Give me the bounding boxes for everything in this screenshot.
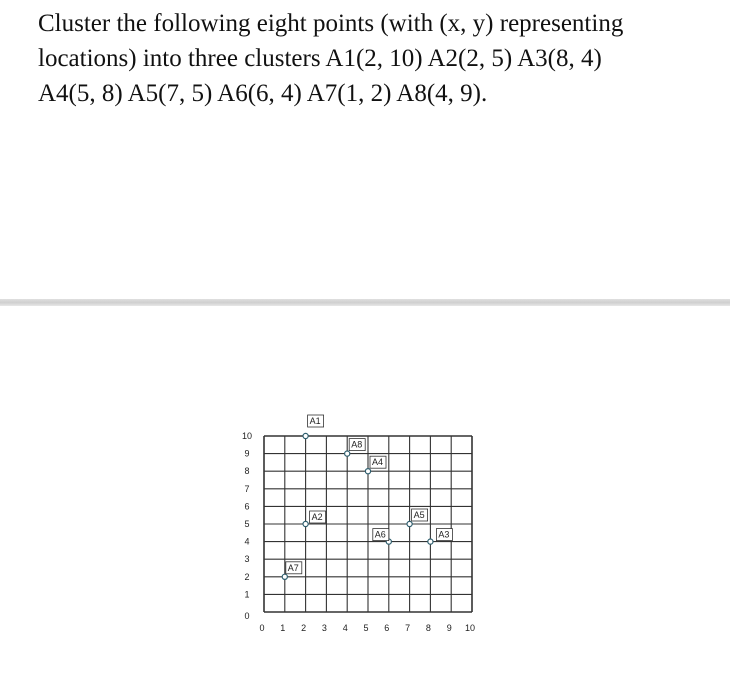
x-tick-label: 5 — [363, 623, 369, 633]
x-tick-label: 1 — [280, 623, 286, 633]
data-point-a7 — [282, 574, 287, 579]
point-label-a5: A5 — [413, 510, 425, 520]
x-tick-label: 8 — [425, 623, 431, 633]
point-label-a8: A8 — [351, 439, 363, 450]
point-label-a1: A1 — [309, 416, 321, 426]
y-tick-label: 8 — [244, 466, 250, 477]
point-label-a2: A2 — [311, 512, 323, 522]
y-tick-label: 6 — [244, 501, 250, 512]
y-tick-label: 9 — [244, 448, 250, 459]
point-label-a6: A6 — [374, 529, 386, 540]
y-tick-label: 4 — [244, 536, 250, 547]
data-point-a3 — [428, 539, 433, 544]
x-tick-label: 7 — [405, 623, 411, 633]
y-tick-label: 3 — [244, 554, 250, 565]
x-tick-label: 3 — [321, 623, 327, 633]
x-tick-label: 4 — [342, 623, 348, 633]
question-line-3: A4(5, 8) A5(7, 5) A6(6, 4) A7(1, 2) A8(4, 9). — [38, 80, 488, 107]
x-tick-label: 2 — [301, 623, 307, 633]
x-tick-label: 9 — [446, 623, 452, 633]
y-tick-label: 7 — [244, 483, 250, 494]
data-point-a8 — [345, 451, 350, 456]
y-tick-label: 10 — [241, 431, 253, 441]
data-point-a4 — [365, 469, 370, 474]
y-tick-label: 2 — [244, 571, 250, 582]
question-line-2: locations) into three clusters A1(2, 10) A2(2, 5) A3(8, 4) — [38, 45, 602, 72]
point-label-a4: A4 — [372, 457, 384, 468]
section-divider — [0, 299, 730, 306]
question-panel — [0, 0, 730, 300]
data-point-a5 — [407, 521, 412, 526]
x-tick-label: 0 — [259, 623, 265, 633]
y-tick-label: 1 — [244, 589, 250, 600]
data-point-a2 — [303, 521, 308, 526]
x-tick-label: 10 — [464, 623, 476, 633]
question-text — [38, 6, 718, 111]
y-tick-label: 0 — [244, 611, 250, 621]
data-point-a1 — [303, 433, 308, 438]
point-label-a7: A7 — [287, 562, 299, 573]
point-label-a3: A3 — [438, 529, 450, 540]
cluster-grid-figure — [0, 306, 730, 687]
figure-panel — [0, 306, 730, 687]
question-line-1: Cluster the following eight points (with (x, y) representing — [38, 10, 624, 37]
y-tick-label: 5 — [244, 519, 250, 529]
x-tick-label: 6 — [384, 623, 390, 633]
